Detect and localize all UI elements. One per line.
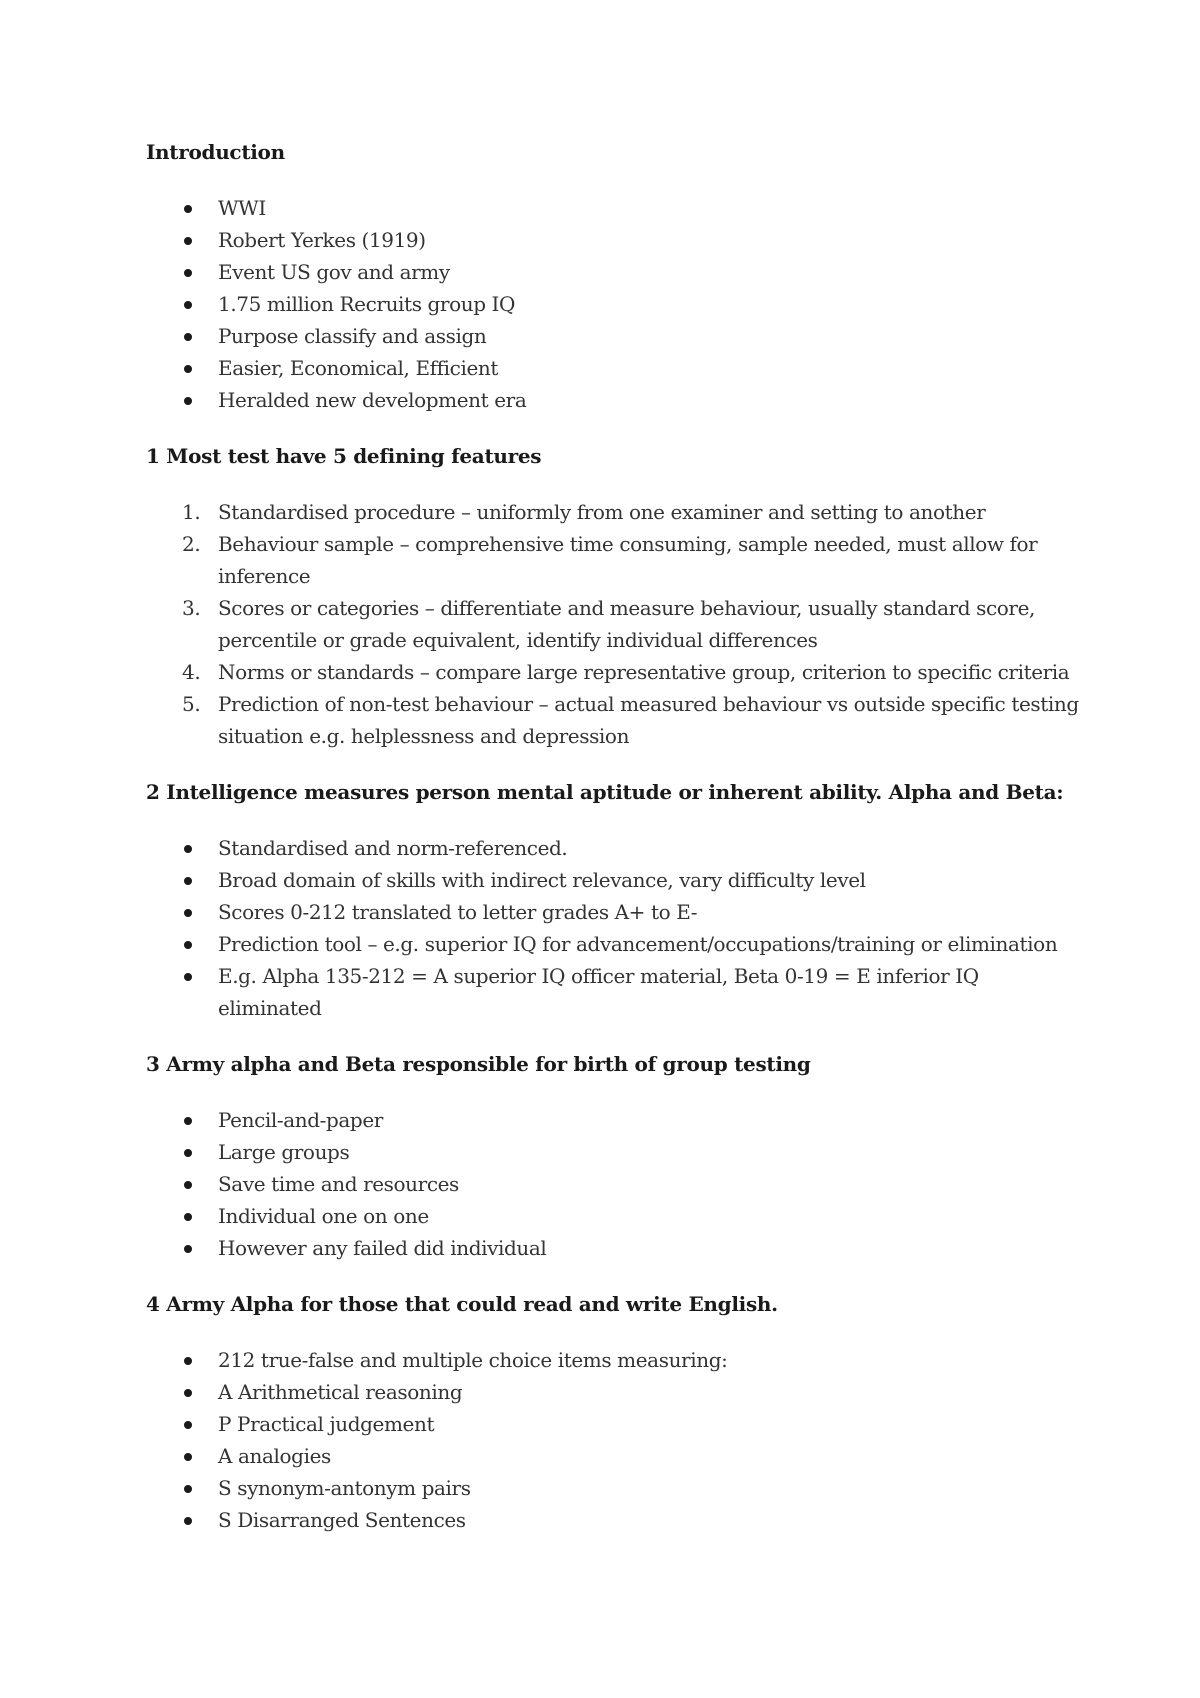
bullet-list: [146, 192, 1086, 416]
bullet-list: [146, 832, 1086, 1024]
list-item: 2. Behaviour sample – comprehensive time consuming, sample needed, must allow for inference: [146, 528, 1086, 592]
list-item: Robert Yerkes (1919): [146, 224, 1086, 256]
section-intelligence: [146, 776, 1086, 1024]
section-heading: Introduction: [146, 140, 285, 164]
bullet-list: [146, 1104, 1086, 1264]
list-item: Standardised and norm-referenced.: [146, 832, 1086, 864]
list-item: Broad domain of skills with indirect relevance, vary difficulty level: [146, 864, 1086, 896]
list-item: 4. Norms or standards – compare large representative group, criterion to specific criteria: [146, 656, 1086, 688]
bullet-icon: [184, 1485, 192, 1493]
list-item: 1. Standardised procedure – uniformly from one examiner and setting to another: [146, 496, 1086, 528]
bullet-icon: [184, 269, 192, 277]
section-heading: 1 Most test have 5 defining features: [146, 444, 542, 468]
bullet-icon: [184, 1149, 192, 1157]
bullet-icon: [184, 941, 192, 949]
list-item: A analogies: [146, 1440, 1086, 1472]
bullet-icon: [184, 365, 192, 373]
section-group-testing: [146, 1048, 1086, 1264]
bullet-icon: [184, 301, 192, 309]
list-number: 3.: [182, 596, 201, 620]
bullet-list: [146, 1344, 1086, 1536]
list-item: Save time and resources: [146, 1168, 1086, 1200]
list-item: Heralded new development era: [146, 384, 1086, 416]
list-number: 4.: [182, 660, 201, 684]
document-page: [146, 136, 1086, 1560]
bullet-icon: [184, 1517, 192, 1525]
bullet-icon: [184, 1213, 192, 1221]
list-item: P Practical judgement: [146, 1408, 1086, 1440]
bullet-icon: [184, 1453, 192, 1461]
list-item: 3. Scores or categories – differentiate and measure behaviour, usually standard score, percentile or grade equivalent, identify individual differences: [146, 592, 1086, 656]
section-army-alpha: [146, 1288, 1086, 1536]
numbered-list: [146, 496, 1086, 752]
section-defining-features: [146, 440, 1086, 752]
list-item: 1.75 million Recruits group IQ: [146, 288, 1086, 320]
list-item: A Arithmetical reasoning: [146, 1376, 1086, 1408]
list-number: 1.: [182, 500, 201, 524]
bullet-icon: [184, 237, 192, 245]
list-item: Pencil-and-paper: [146, 1104, 1086, 1136]
list-item: S Disarranged Sentences: [146, 1504, 1086, 1536]
list-item: Purpose classify and assign: [146, 320, 1086, 352]
list-item: 5. Prediction of non-test behaviour – actual measured behaviour vs outside specific testing situation e.g. helplessness and depression: [146, 688, 1086, 752]
bullet-icon: [184, 397, 192, 405]
list-number: 2.: [182, 532, 201, 556]
list-item: However any failed did individual: [146, 1232, 1086, 1264]
bullet-icon: [184, 1389, 192, 1397]
list-item: Large groups: [146, 1136, 1086, 1168]
bullet-icon: [184, 909, 192, 917]
section-introduction: [146, 136, 1086, 416]
bullet-icon: [184, 973, 192, 981]
list-number: 5.: [182, 692, 201, 716]
list-item: WWI: [146, 192, 1086, 224]
bullet-icon: [184, 1357, 192, 1365]
list-item: Easier, Economical, Efficient: [146, 352, 1086, 384]
list-item: S synonym-antonym pairs: [146, 1472, 1086, 1504]
list-item: 212 true-false and multiple choice items measuring:: [146, 1344, 1086, 1376]
bullet-icon: [184, 1181, 192, 1189]
list-item: Scores 0-212 translated to letter grades A+ to E-: [146, 896, 1086, 928]
list-item: Prediction tool – e.g. superior IQ for advancement/occupations/training or elimination: [146, 928, 1086, 960]
bullet-icon: [184, 877, 192, 885]
bullet-icon: [184, 333, 192, 341]
bullet-icon: [184, 1117, 192, 1125]
bullet-icon: [184, 205, 192, 213]
section-heading: 4 Army Alpha for those that could read and write English.: [146, 1292, 778, 1316]
list-item: Event US gov and army: [146, 256, 1086, 288]
list-item: E.g. Alpha 135-212 = A superior IQ officer material, Beta 0-19 = E inferior IQ eliminated: [146, 960, 1086, 1024]
bullet-icon: [184, 845, 192, 853]
bullet-icon: [184, 1421, 192, 1429]
list-item: Individual one on one: [146, 1200, 1086, 1232]
bullet-icon: [184, 1245, 192, 1253]
section-heading: 3 Army alpha and Beta responsible for birth of group testing: [146, 1052, 811, 1076]
section-heading: 2 Intelligence measures person mental aptitude or inherent ability. Alpha and Beta:: [146, 780, 1064, 804]
